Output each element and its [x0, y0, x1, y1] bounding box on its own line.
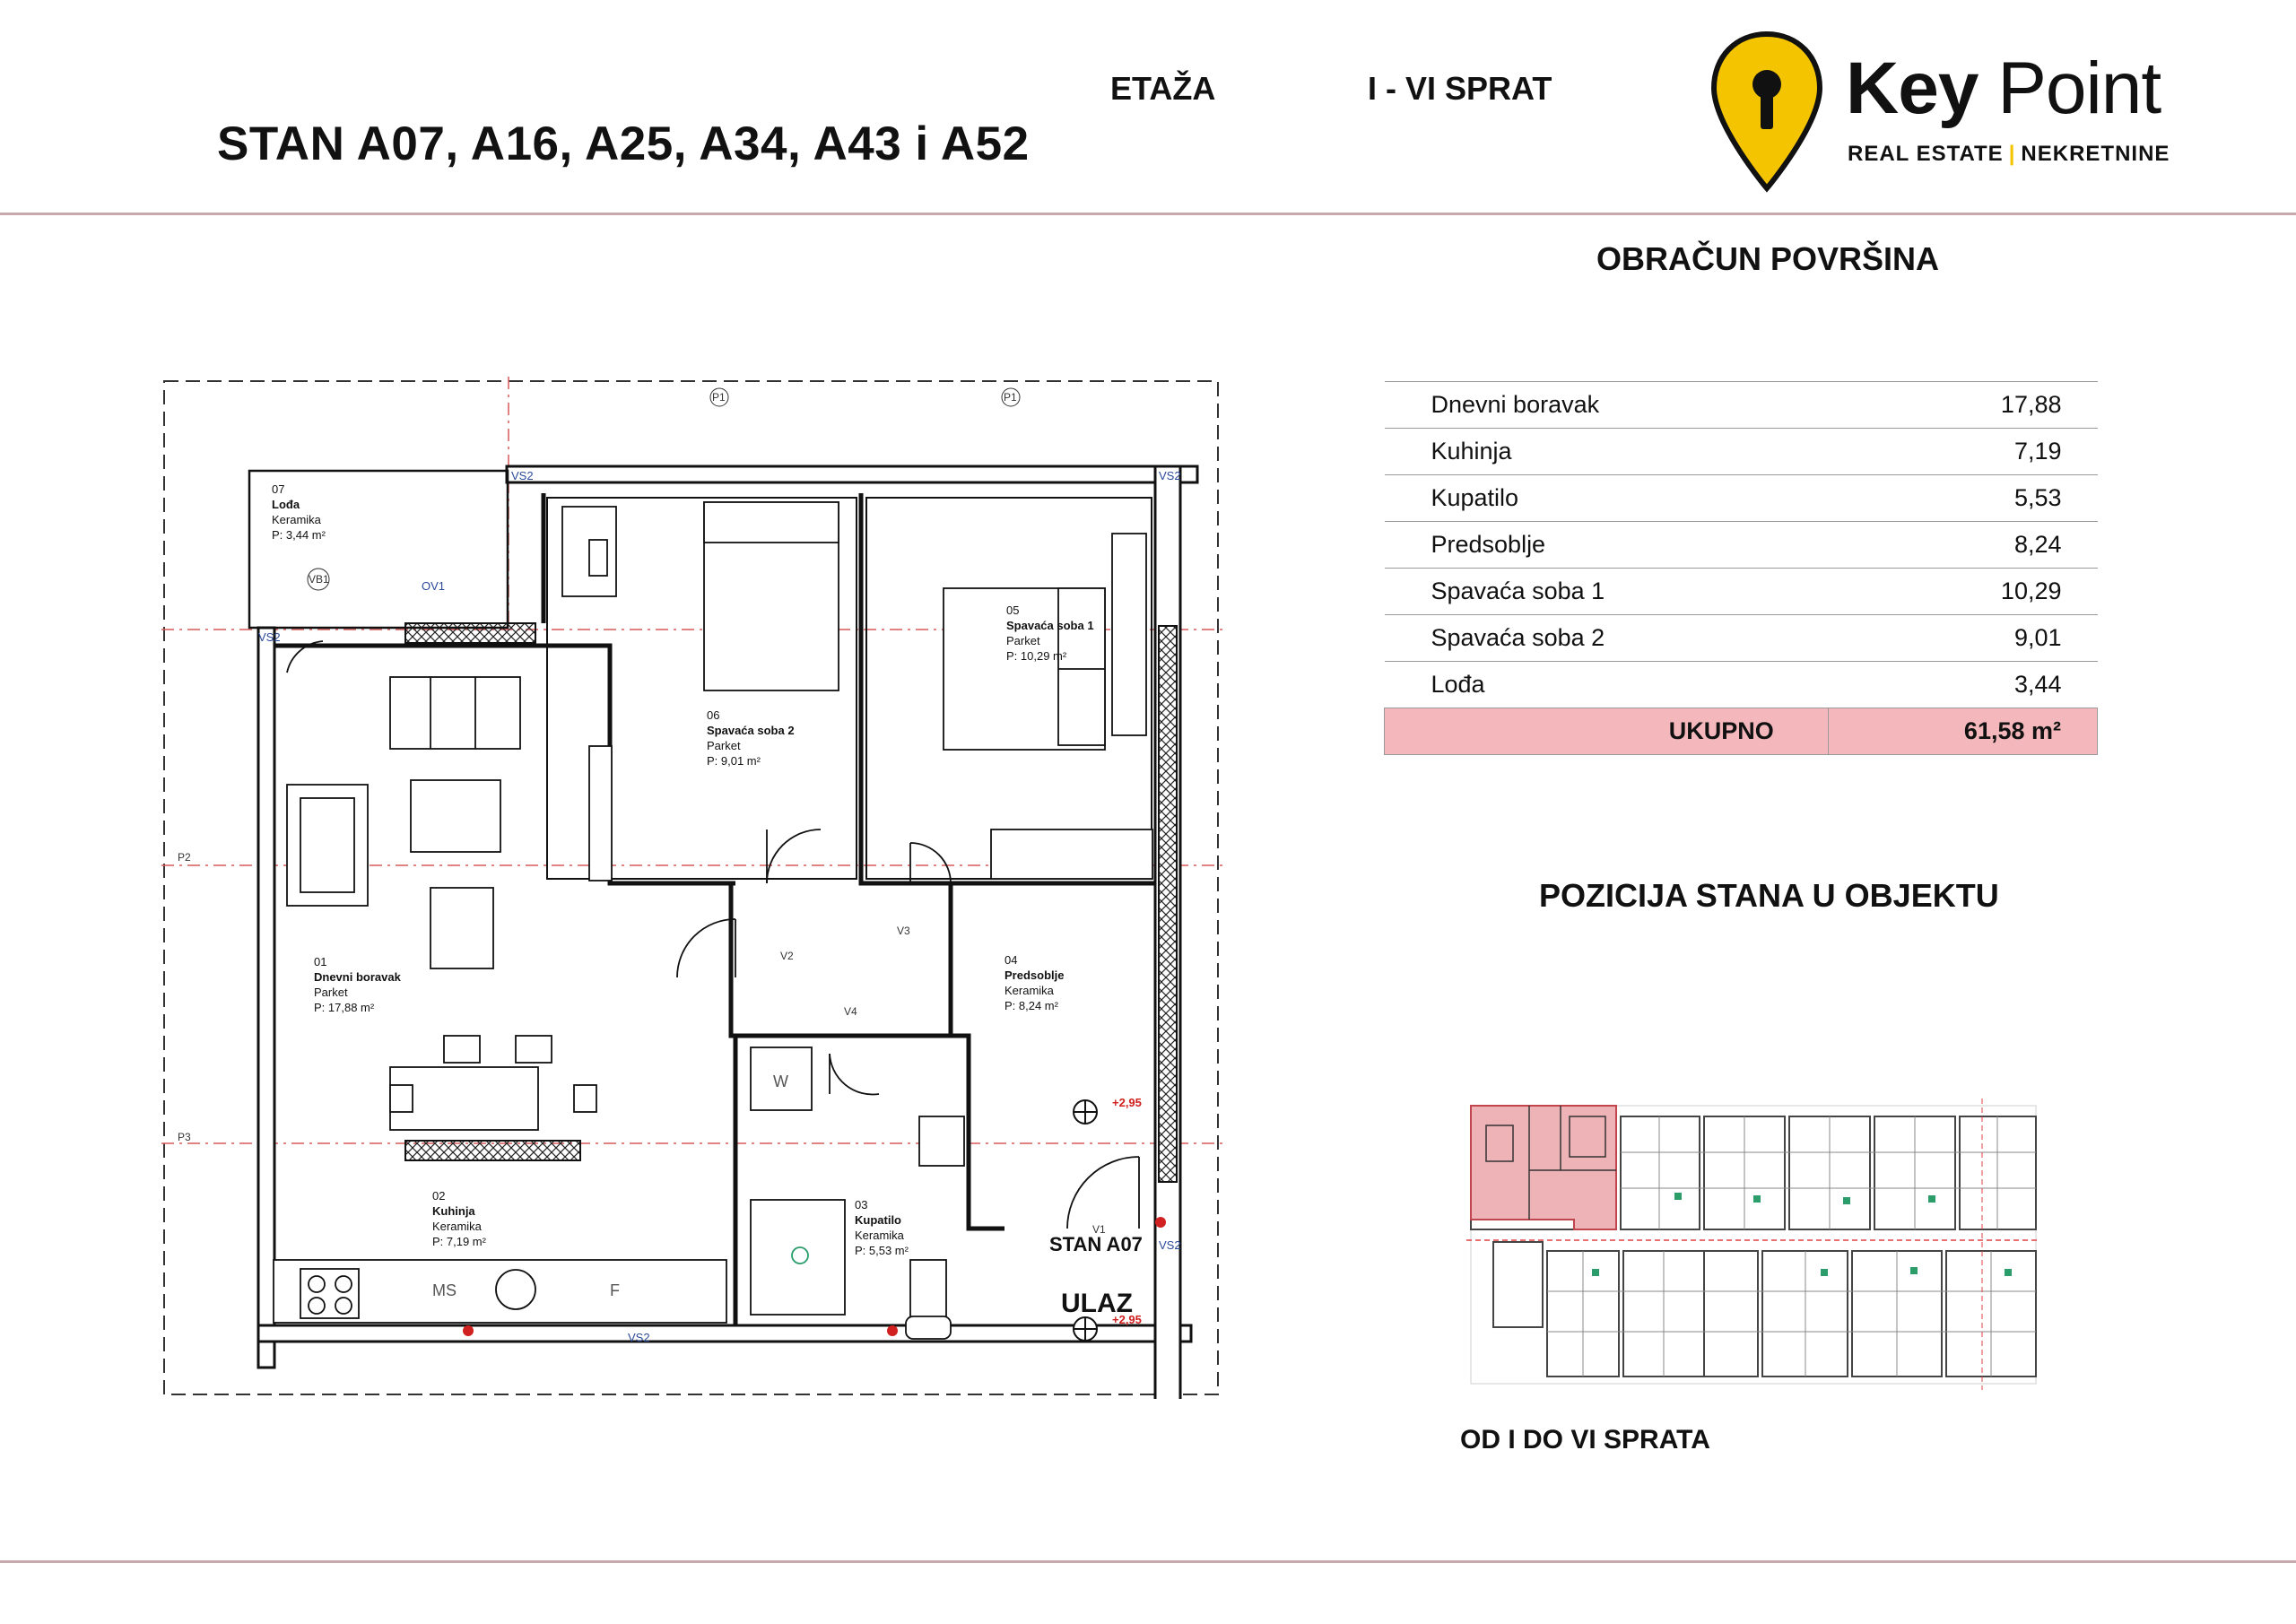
- key-pin-icon: [1709, 29, 1825, 195]
- table-row: [1385, 615, 2098, 662]
- room-area: P: 7,19 m²: [432, 1235, 486, 1248]
- room-area: P: 8,24 m²: [1004, 999, 1058, 1012]
- v2-tag: V2: [780, 950, 794, 962]
- room-no: 07: [272, 482, 285, 496]
- room-name: Spavaća soba 2: [1385, 615, 1829, 662]
- washer-label: W: [773, 1073, 788, 1090]
- room-area: 5,53: [1828, 475, 2097, 522]
- vb1-tag: VB1: [309, 573, 329, 586]
- total-label: UKUPNO: [1385, 708, 1829, 755]
- room-area: P: 17,88 m²: [314, 1001, 375, 1014]
- table-row: [1385, 522, 2098, 569]
- room-no: 06: [707, 708, 720, 722]
- table-row: [1385, 429, 2098, 475]
- room-no: 02: [432, 1189, 446, 1203]
- p1-tag: P1: [712, 391, 726, 404]
- floor-label: ETAŽA: [1110, 70, 1216, 107]
- table-row: [1385, 475, 2098, 522]
- logo-name-light: Point: [1997, 48, 2161, 129]
- room-area: 10,29: [1828, 569, 2097, 615]
- logo-wordmark: [1846, 47, 2161, 131]
- p1-tag: P1: [1004, 391, 1017, 404]
- apartment-title: STAN A07, A16, A25, A34, A43 i A52: [217, 117, 1030, 170]
- areas-table: [1384, 381, 2098, 755]
- logo-sub-left: REAL ESTATE: [1848, 142, 2004, 166]
- room-name: Kupatilo: [1385, 475, 1829, 522]
- room-label: Dnevni boravak: [314, 970, 401, 984]
- table-row: [1385, 382, 2098, 429]
- total-value: 61,58 m²: [1828, 708, 2097, 755]
- vs2-tag: VS2: [258, 630, 281, 644]
- total-row: [1385, 708, 2098, 755]
- level-mark: +2,95: [1112, 1313, 1142, 1326]
- room-no: 03: [855, 1198, 868, 1211]
- room-label: Spavaća soba 1: [1006, 619, 1094, 632]
- room-area: 3,44: [1828, 662, 2097, 708]
- room-label: Spavaća soba 2: [707, 724, 795, 737]
- room-no: 04: [1004, 953, 1018, 967]
- position-title: POZICIJA STANA U OBJEKTU: [1539, 877, 1999, 914]
- floor-range: I - VI SPRAT: [1368, 70, 1552, 107]
- room-area: P: 9,01 m²: [707, 754, 761, 768]
- room-name: Dnevni boravak: [1385, 382, 1829, 429]
- header-divider: [0, 213, 2296, 215]
- room-floor: Parket: [1006, 634, 1040, 647]
- room-name: Lođa: [1385, 662, 1829, 708]
- floor-plan: [161, 377, 1224, 1399]
- room-area: 7,19: [1828, 429, 2097, 475]
- building-position-map: [1466, 1099, 2040, 1390]
- room-label: Kupatilo: [855, 1213, 901, 1227]
- v1-tag: V1: [1092, 1223, 1106, 1236]
- fridge-label: F: [610, 1281, 620, 1299]
- room-no: 05: [1006, 604, 1020, 617]
- vs2-tag: VS2: [1159, 1238, 1181, 1252]
- room-floor: Parket: [314, 986, 348, 999]
- unit-label: STAN A07: [1049, 1233, 1143, 1255]
- room-label: Predsoblje: [1004, 968, 1065, 982]
- position-caption: OD I DO VI SPRATA: [1460, 1425, 1710, 1455]
- vs2-tag: VS2: [628, 1331, 650, 1344]
- room-floor: Keramika: [1004, 984, 1054, 997]
- table-row: [1385, 569, 2098, 615]
- room-label: Kuhinja: [432, 1204, 475, 1218]
- entrance-label: ULAZ: [1061, 1289, 1133, 1318]
- ov1-tag: OV1: [422, 579, 446, 593]
- room-name: Kuhinja: [1385, 429, 1829, 475]
- room-area: P: 10,29 m²: [1006, 649, 1067, 663]
- p2-tag: P2: [178, 851, 191, 864]
- room-area: P: 3,44 m²: [272, 528, 326, 542]
- p3-tag: P3: [178, 1131, 191, 1143]
- apartment-highlight: [1471, 1106, 1616, 1229]
- room-name: Predsoblje: [1385, 522, 1829, 569]
- room-area: 9,01: [1828, 615, 2097, 662]
- vs2-tag: VS2: [511, 469, 534, 482]
- vs2-tag: VS2: [1159, 469, 1181, 482]
- ms-label: MS: [432, 1281, 457, 1299]
- room-no: 01: [314, 955, 327, 968]
- logo-name-bold: Key: [1846, 48, 1979, 129]
- level-mark: +2,95: [1112, 1096, 1142, 1109]
- room-area: P: 5,53 m²: [855, 1244, 909, 1257]
- room-floor: Keramika: [432, 1220, 482, 1233]
- v3-tag: V3: [897, 925, 910, 937]
- logo-tagline: REAL ESTATE | NEKRETNINE: [1848, 142, 2170, 166]
- room-area: 17,88: [1828, 382, 2097, 429]
- room-name: Spavaća soba 1: [1385, 569, 1829, 615]
- room-floor: Keramika: [855, 1229, 904, 1242]
- logo-sub-right: NEKRETNINE: [2021, 142, 2170, 166]
- room-label: Lođa: [272, 498, 300, 511]
- room-floor: Parket: [707, 739, 741, 752]
- table-row: [1385, 662, 2098, 708]
- footer-divider: [0, 1560, 2296, 1563]
- areas-title: OBRAČUN POVRŠINA: [1596, 240, 1940, 277]
- v4-tag: V4: [844, 1005, 857, 1018]
- room-floor: Keramika: [272, 513, 321, 526]
- room-area: 8,24: [1828, 522, 2097, 569]
